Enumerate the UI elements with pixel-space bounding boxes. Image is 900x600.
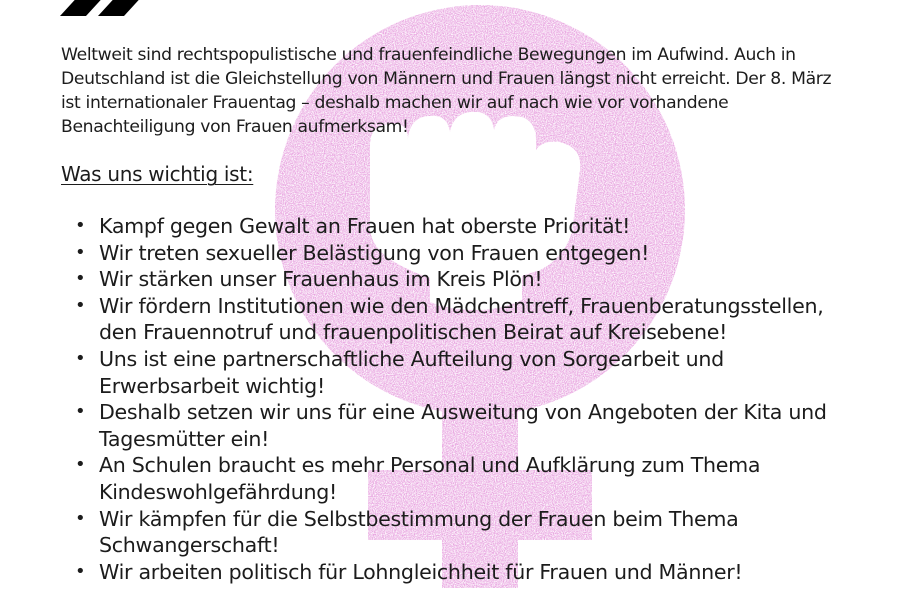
bullet-icon: •: [75, 294, 86, 316]
list-item-text: Wir kämpfen für die Selbstbestimmung der Frauen beim Thema Schwangerschaft!: [99, 506, 739, 558]
list-item-text: Wir fördern Institutionen wie den Mädchentreff, Frauenberatungsstellen, den Frauennotruf und frauenpolitischen Beirat auf Kreisebene!: [99, 293, 824, 345]
list-item-text: Wir treten sexueller Belästigung von Frauen entgegen!: [99, 240, 650, 265]
list-item: [61, 240, 851, 267]
list-item-text: Uns ist eine partnerschaftliche Aufteilung von Sorgearbeit und Erwerbsarbeit wichtig!: [99, 346, 724, 398]
priorities-list: [61, 213, 851, 585]
bullet-icon: •: [75, 347, 86, 369]
list-item: [61, 559, 851, 586]
bullet-icon: •: [75, 507, 86, 529]
list-item-text: Wir stärken unser Frauenhaus im Kreis Plön!: [99, 267, 543, 292]
list-item: [61, 399, 851, 452]
list-item: [61, 213, 851, 240]
bullet-icon: •: [75, 241, 86, 263]
list-item: [61, 346, 851, 399]
bullet-icon: •: [75, 454, 86, 476]
main-content: [61, 43, 851, 585]
list-item-text: An Schulen braucht es mehr Personal und Aufklärung zum Thema Kindeswohlgefährdung!: [99, 453, 761, 504]
list-item-text: Wir arbeiten politisch für Lohngleichheit für Frauen und Männer!: [99, 559, 743, 584]
bullet-icon: •: [75, 215, 86, 236]
list-item: [61, 452, 851, 505]
list-item: [61, 266, 851, 293]
section-heading: Was uns wichtig ist:: [61, 162, 254, 186]
bullet-icon: •: [75, 401, 86, 423]
bullet-icon: •: [75, 268, 86, 290]
quotation-mark-icon: [60, 0, 160, 16]
list-item-text: Kampf gegen Gewalt an Frauen hat oberste Priorität!: [99, 214, 631, 238]
list-item: [61, 293, 851, 346]
bullet-icon: •: [75, 560, 86, 582]
list-item-text: Deshalb setzen wir uns für eine Ausweitung von Angeboten der Kita und Tagesmütter ein!: [99, 400, 827, 451]
intro-paragraph: Weltweit sind rechtspopulistische und frauenfeindliche Bewegungen im Aufwind. Auch in Deutschland ist die Gleichstellung von Männern und Frauen längst nicht erreicht. Der 8. März ist internationaler Frauentag – deshalb machen wir auf nach wie vor vorhandene Benachteiligung von Frauen aufmerksam!: [61, 45, 832, 137]
list-item: [61, 506, 851, 559]
